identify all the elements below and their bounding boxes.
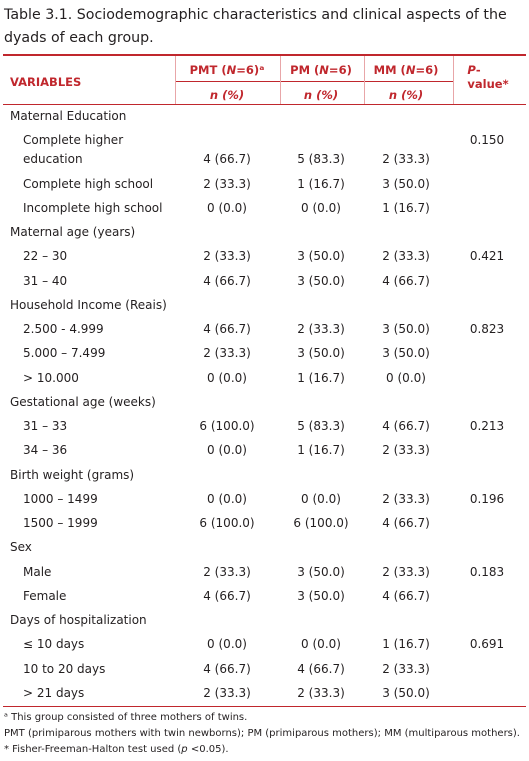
cell-mm: 3 (50.0) — [382, 176, 430, 191]
table-top-rule — [3, 54, 526, 56]
row-label: 1500 – 1999 — [23, 516, 98, 530]
cell-pvalue: 0.213 — [469, 419, 505, 433]
cell-mm: 2 (33.3) — [382, 491, 430, 506]
header-pm: PM (N=6) — [290, 63, 352, 77]
cell-mm: 4 (66.7) — [382, 588, 430, 603]
cell-pmt: 6 (100.0) — [199, 516, 255, 530]
cell-pmt: 2 (33.3) — [203, 685, 251, 700]
cell-pmt: 4 (66.7) — [203, 322, 251, 336]
cell-mm: 2 (33.3) — [382, 152, 430, 167]
row-label: 22 – 30 — [23, 249, 68, 264]
cell-pvalue: 0.691 — [469, 637, 505, 652]
column-divider — [175, 56, 176, 104]
cell-pm: 1 (16.7) — [297, 443, 345, 458]
row-group-label: Household Income (Reais) — [10, 297, 167, 312]
row-label: Female — [23, 588, 67, 603]
cell-mm: 1 (16.7) — [382, 637, 430, 652]
cell-pm: 0 (0.0) — [301, 491, 341, 506]
table-caption: Table 3.1. Sociodemographic characteristics and clinical aspects of the dyads of each group. — [4, 7, 507, 46]
cell-pvalue: 0.150 — [469, 133, 505, 148]
cell-pmt: 0 (0.0) — [207, 443, 247, 458]
cell-pvalue: 0.421 — [469, 249, 505, 264]
row-label: education — [23, 152, 83, 167]
cell-mm: 2 (33.3) — [382, 564, 430, 579]
row-label: 2.500 - 4.999 — [23, 322, 104, 336]
footnote-abbreviations: PMT (primiparous mothers with twin newborns); PM (primiparous mothers); MM (multiparous mothers). — [4, 728, 520, 739]
header-pmt: PMT (N=6)ᵃ — [189, 63, 265, 77]
row-label: Male — [23, 564, 52, 579]
row-group-label: Days of hospitalization — [10, 613, 147, 627]
cell-mm: 2 (33.3) — [382, 249, 430, 264]
cell-pmt: 0 (0.0) — [207, 200, 247, 215]
cell-pmt: 2 (33.3) — [203, 176, 251, 191]
cell-mm: 4 (66.7) — [382, 273, 430, 288]
row-group-label: Maternal age (years) — [10, 225, 136, 239]
row-label: > 21 days — [23, 685, 85, 700]
cell-mm: 1 (16.7) — [382, 200, 430, 215]
cell-pm: 3 (50.0) — [297, 588, 345, 603]
row-label: 34 – 36 — [23, 443, 68, 458]
row-label: 1000 – 1499 — [23, 491, 98, 506]
header-mm: MM (N=6) — [373, 63, 439, 77]
row-label: Complete higher — [23, 133, 124, 148]
cell-pmt: 4 (66.7) — [203, 661, 251, 676]
cell-pvalue: 0.183 — [469, 564, 505, 579]
row-label: 31 – 33 — [23, 419, 68, 433]
cell-pm: 0 (0.0) — [301, 200, 341, 215]
header-bottom-rule — [3, 104, 526, 105]
cell-mm: 2 (33.3) — [382, 443, 430, 458]
row-label: 5.000 – 7.499 — [23, 346, 106, 361]
cell-pmt: 2 (33.3) — [203, 564, 251, 579]
footnote-a: ᵃ This group consisted of three mothers of twins. — [4, 712, 248, 723]
header-pmt-npct: n (%) — [209, 88, 245, 102]
cell-mm: 0 (0.0) — [386, 370, 426, 385]
cell-pm: 2 (33.3) — [297, 685, 345, 700]
cell-pmt: 2 (33.3) — [203, 346, 251, 361]
row-label: 31 – 40 — [23, 273, 68, 288]
footnote-test: * Fisher-Freeman-Halton test used (p <0.05). — [4, 744, 229, 755]
column-divider — [364, 56, 365, 104]
cell-pm: 4 (66.7) — [297, 661, 345, 676]
cell-pmt: 2 (33.3) — [203, 249, 251, 264]
cell-pmt: 0 (0.0) — [207, 637, 247, 652]
cell-pmt: 4 (66.7) — [203, 273, 251, 288]
cell-pmt: 4 (66.7) — [203, 152, 251, 167]
header-pvalue: P-value* — [467, 63, 509, 91]
cell-mm: 2 (33.3) — [382, 661, 430, 676]
row-label: Incomplete high school — [23, 200, 163, 215]
row-group-label: Maternal Education — [10, 109, 127, 123]
cell-pmt: 6 (100.0) — [199, 419, 255, 433]
cell-pm: 1 (16.7) — [297, 370, 345, 385]
cell-pm: 1 (16.7) — [297, 176, 345, 191]
row-label: 10 to 20 days — [23, 661, 106, 676]
cell-pm: 5 (83.3) — [297, 152, 345, 167]
header-mm-npct: n (%) — [388, 88, 424, 102]
header-sub-rule — [175, 81, 453, 82]
table-bottom-rule — [3, 706, 526, 707]
cell-mm: 3 (50.0) — [382, 322, 430, 336]
cell-pmt: 4 (66.7) — [203, 588, 251, 603]
cell-pm: 6 (100.0) — [293, 516, 349, 530]
cell-pm: 3 (50.0) — [297, 249, 345, 264]
header-pm-npct: n (%) — [303, 88, 339, 102]
row-label: Complete high school — [23, 176, 154, 191]
cell-mm: 4 (66.7) — [382, 516, 430, 530]
cell-pmt: 0 (0.0) — [207, 491, 247, 506]
row-label: > 10.000 — [23, 370, 79, 385]
row-group-label: Gestational age (weeks) — [10, 394, 156, 409]
column-divider — [280, 56, 281, 104]
row-label: ≤ 10 days — [23, 637, 85, 652]
row-group-label: Birth weight (grams) — [10, 467, 135, 482]
column-divider — [453, 56, 454, 104]
cell-mm: 3 (50.0) — [382, 346, 430, 361]
cell-pm: 2 (33.3) — [297, 322, 345, 336]
cell-mm: 4 (66.7) — [382, 419, 430, 433]
row-group-label: Sex — [10, 540, 32, 555]
cell-mm: 3 (50.0) — [382, 685, 430, 700]
cell-pvalue: 0.196 — [469, 491, 505, 506]
cell-pmt: 0 (0.0) — [207, 370, 247, 385]
cell-pm: 0 (0.0) — [301, 637, 341, 652]
cell-pm: 5 (83.3) — [297, 419, 345, 433]
cell-pm: 3 (50.0) — [297, 273, 345, 288]
header-variables: VARIABLES — [10, 75, 82, 89]
cell-pvalue: 0.823 — [469, 322, 505, 336]
cell-pm: 3 (50.0) — [297, 564, 345, 579]
cell-pm: 3 (50.0) — [297, 346, 345, 361]
